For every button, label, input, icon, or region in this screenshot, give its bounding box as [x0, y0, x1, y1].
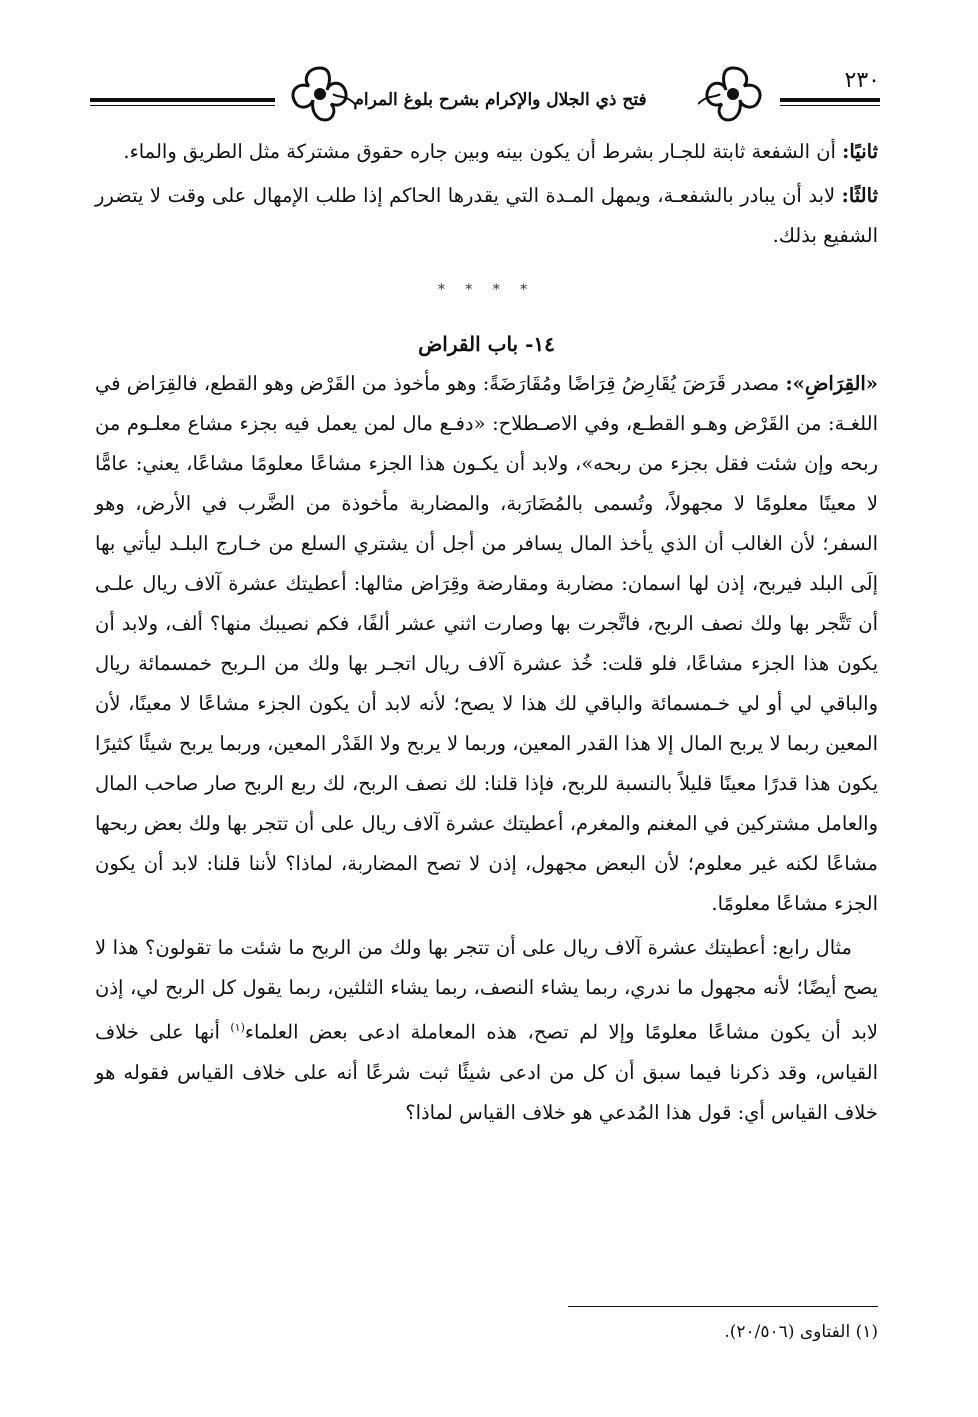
page-header — [90, 58, 880, 128]
paragraph-lead: ثالثًا: — [841, 184, 878, 207]
header-rule-left-thin — [90, 105, 275, 106]
paragraph-lead: ثانيًا: — [842, 140, 878, 163]
paragraph-second-point — [95, 132, 878, 172]
paragraph-text: أنها على خلاف القياس، وقد ذكرنا فيما سبق أن كل من ادعى شيئًا ثبت شرعًا أنه على خلاف القياس فقوله هو خلاف القياس أي: قول هذا المُدعي هو خلاف القياس لماذا؟ — [95, 1020, 878, 1124]
chapter-title: ١٤- باب القراض — [418, 332, 555, 356]
body-text — [95, 132, 878, 1137]
running-title: فتح ذي الجلال والإكرام بشرح بلوغ المرام — [353, 90, 647, 110]
paragraph-text: لابد أن يبادر بالشفعـة، ويمهل المـدة التي يقدرها الحاكم إذا طلب الإمهال على وقت لا يتضرر الشفيع بذلك. — [95, 184, 878, 247]
paragraph-text: مصدر قَرَضَ يُقَارِضُ قِرَاضًا ومُقَارَضَةً: وهو مأخوذ من القَرْض وهو القطع، فالقِرَاض في اللغـة: من القَرْض وهـو القطـع، وفي الاصـطلاح: «دفـع مال لمن يعمل فيه بجزء مشاع معلـوم من ربحه وإن شئت فقل بجزء من ربحه»، ولابد أن يكـون هذا الجزء مشاعًا معلومًا مشاعًا، يعني: عامًّا لا معينًا معلومًا لا مجهولاً، وتُسمى بالمُضَارَبة، والمضاربة مأخوذة من الضَّرب في الأرض، وهو السفر؛ لأن الغالب أن الذي يأخذ المال يسافر من أجل أن يشتري السلع من خـارج البلـد ليأتي بها إلَى البلد فيربح، إذن لها اسمان: مضاربة ومقارضة وقِرَاض مثالها: أعطيتك عشرة آلاف ريال علـى أن تَتَّجر بها ولك نصف الربح، فاتَّجرت بها وصارت اثني عشر ألفًا، فكم نصيبك منها؟ ألف، ولابد أن يكون هذا الجزء مشاعًا، فلو قلت: خُذ عشرة آلاف ريال اتجـر بها ولك من الـربح خمسمائة ريال والباقي لي أو لي خـمسمائة والباقي لك هذا لا يصح؛ لأنه لابد أن يكون الجزء مشاعًا لا معينًا، لأن المعين ربما لا يربح المال إلا هذا القدر المعين، وربما لا يربح ولا القَدْر المعين، وربما يربح شيئًا كثيرًا يكون هذا قدرًا معينًا قليلاً بالنسبة للربح، فإذا قلنا: لك نصف الربح، لك ربع الربح صار صاحب المال والعامل مشتركين في المغنم والمغرم، أعطيتك عشرة آلاف ريال على أن تتجر بها ولك بعض ربحها مشاعًا لكنه غير معلوم؛ لأن البعض مجهول، إذن لا تصح المضاربة، لماذا؟ لأننا قلنا: لابد أن يكون الجزء مشاعًا معلومًا. — [95, 372, 878, 915]
footnote-rule — [568, 1306, 878, 1307]
footnote-reference[interactable]: (١) — [230, 1021, 245, 1034]
header-rule-left — [90, 98, 275, 102]
paragraph-text: أن الشفعة ثابتة للجـار بشرط أن يكون بينه وبين جاره حقوق مشتركة مثل الطريق والماء. — [123, 140, 843, 163]
paragraph-text: مثال رابع: أعطيتك عشرة آلاف ريال على أن تتجر بها ولك من الربح ما شئت ما تقولون؟ هذا لا يصح أيضًا؛ لأنه مجهول ما ندري، ربما يشاء النصف، ربما يشاء الثلثين، ربما يقول كل الربح لي، إذن لابد أن يكون مشاعًا معلومًا وإلا لم تصح، هذه المعاملة ادعى بعض العلماء — [95, 936, 878, 1044]
section-separator: * * * * — [437, 282, 536, 298]
page-number: ٢٣٠ — [844, 68, 880, 93]
footnote: (١) الفتاوى (٢٠/٥٠٦). — [724, 1322, 878, 1342]
paragraph-third-point — [95, 176, 878, 256]
paragraph-definition — [95, 364, 878, 924]
paragraph-example-four — [95, 928, 878, 1133]
ornament-right-icon — [698, 64, 768, 124]
header-rule-right-thin — [780, 105, 880, 106]
term-heading: «القِرَاضِ»: — [785, 372, 878, 395]
header-rule-right — [780, 98, 880, 102]
